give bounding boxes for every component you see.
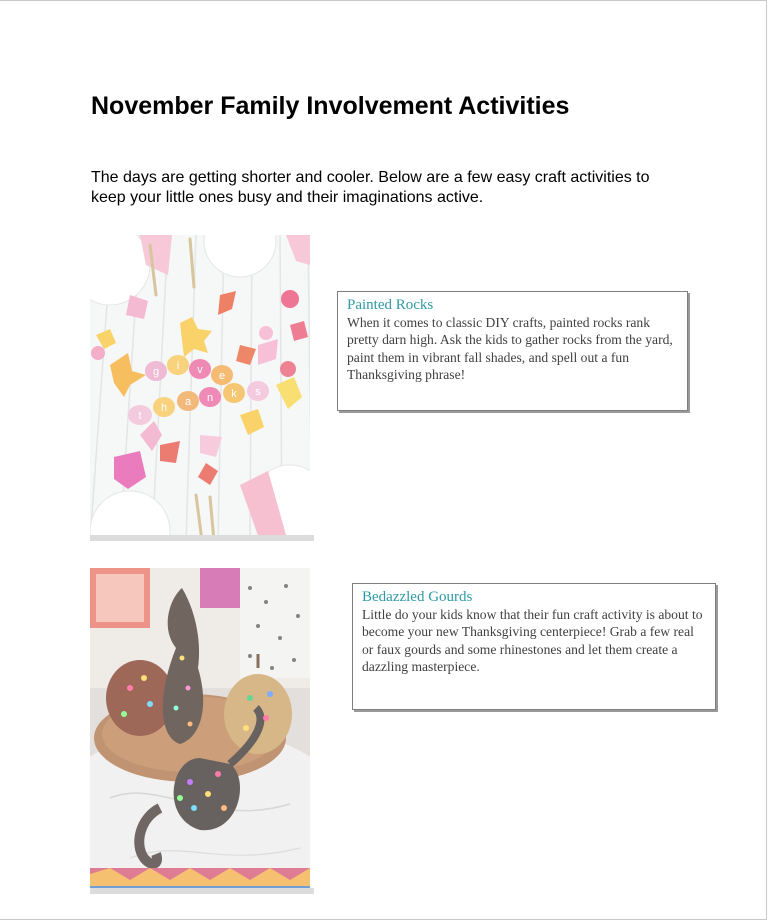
rock-letter: i xyxy=(176,360,180,372)
rock-letter: e xyxy=(218,370,226,382)
painted-rocks-photo xyxy=(90,235,310,541)
rock-letter: k xyxy=(231,388,237,400)
page-title: November Family Involvement Activities xyxy=(91,92,570,120)
callout-body: When it comes to classic DIY crafts, painted rocks rank pretty darn high. Ask the kids to gather rocks from the yard, paint them in vibrant fall shades, and spell out a fun Thanksgiving phrase! xyxy=(347,315,673,382)
bedazzled-gourds-callout xyxy=(352,583,716,710)
rock-letter: a xyxy=(184,396,192,408)
callout-title: Painted Rocks xyxy=(347,297,434,313)
callout-title: Bedazzled Gourds xyxy=(362,589,473,605)
painted-rocks-callout xyxy=(337,291,688,411)
rock-letter: h xyxy=(160,402,168,414)
photo-1-edge xyxy=(90,535,314,541)
bedazzled-gourds-photo xyxy=(90,568,310,894)
rock-letter: v xyxy=(197,364,203,376)
rock-letter: n xyxy=(206,392,214,404)
rock-letter: t xyxy=(138,410,142,422)
rock-letter: s xyxy=(255,386,261,398)
callout-body: Little do your kids know that their fun craft activity is about to become your new Thanksgiving centerpiece! Grab a few real or faux gourds and some rhinestones and let them create a dazzling masterpiece. xyxy=(362,607,703,674)
photo-2-edge xyxy=(90,888,314,894)
intro-paragraph: The days are getting shorter and cooler. Below are a few easy craft activities to keep your little ones busy and their imaginations active. xyxy=(91,169,650,206)
rock-letter: g xyxy=(152,366,160,378)
